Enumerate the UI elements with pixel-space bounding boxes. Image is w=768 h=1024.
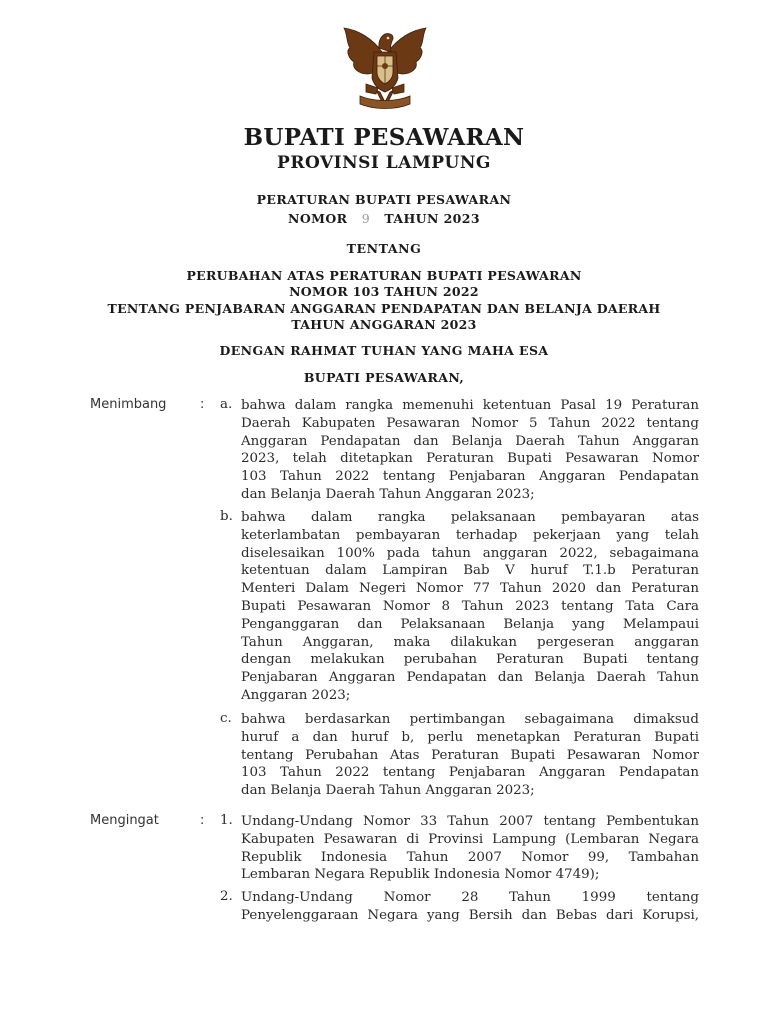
text-line: Bupati Pesawaran Nomor 8 Tahun 2023 tentang Tata Cara — [241, 598, 699, 614]
text-line: 103 Tahun 2022 tentang Penjabaran Anggaran Pendapatan — [241, 469, 699, 485]
text-line: dan Belanja Daerah Tahun Anggaran 2023; — [241, 486, 535, 502]
menimbang-item-b — [241, 509, 699, 705]
text-line: Penganggaran dan Pelaksanaan Belanja yang Melampaui — [241, 616, 699, 632]
authority-line: BUPATI PESAWARAN, — [303, 370, 465, 385]
menimbang-colon: : — [200, 397, 205, 412]
text-line: diselesaikan 100% pada tahun anggaran 2022, sebagaimana — [241, 545, 699, 561]
item-marker: b. — [220, 509, 233, 524]
text-line: Penjabaran Anggaran Pendapatan dan Belanja Daerah Tahun — [241, 670, 699, 686]
text-line: keterlambatan pembayaran terhadap pekerjaan yang telah — [241, 527, 699, 543]
text-line: dengan melakukan perubahan Peraturan Bupati tentang — [241, 652, 699, 668]
mengingat-colon: : — [200, 813, 205, 828]
menimbang-item-a — [241, 397, 699, 504]
regulation-number — [0, 211, 768, 226]
text-line: Tahun Anggaran, maka dilakukan pergeseran anggaran — [241, 634, 699, 650]
text-line: Daerah Kabupaten Pesawaran Nomor 5 Tahun 2022 tentang — [241, 415, 699, 431]
text-line: 103 Tahun 2022 tentang Penjabaran Anggaran Pendapatan — [241, 765, 699, 781]
regent-title: BUPATI PESAWARAN — [243, 124, 525, 151]
mengingat-item-1 — [241, 813, 699, 884]
number-prefix: NOMOR — [288, 211, 348, 226]
subject-block — [0, 268, 768, 334]
blessing-line: DENGAN RAHMAT TUHAN YANG MAHA ESA — [219, 343, 549, 358]
text-line: Anggaran 2023; — [241, 687, 351, 703]
text-line: 2023, telah ditetapkan Peraturan Bupati Pesawaran Nomor — [241, 451, 699, 467]
text-line: tentang Perubahan Atas Peraturan Bupati Pesawaran Nomor — [241, 747, 699, 763]
item-marker: a. — [220, 397, 233, 412]
number-suffix: TAHUN 2023 — [384, 211, 480, 226]
item-marker: c. — [220, 711, 232, 726]
mengingat-item-2 — [241, 889, 699, 925]
text-line: Undang-Undang Nomor 33 Tahun 2007 tentang Pembentukan — [241, 814, 699, 829]
text-line: Menteri Dalam Negeri Nomor 77 Tahun 2020 dan Peraturan — [241, 581, 699, 597]
subject-line: PERUBAHAN ATAS PERATURAN BUPATI PESAWARAN — [186, 268, 582, 283]
text-line: Kabupaten Pesawaran di Provinsi Lampung (Lembaran Negara — [241, 831, 699, 847]
text-line: Republik Indonesia Tahun 2007 Nomor 99, Tambahan — [241, 849, 699, 865]
item-marker: 1. — [220, 813, 233, 828]
province-title: PROVINSI LAMPUNG — [277, 153, 491, 173]
menimbang-label: Menimbang — [90, 397, 167, 412]
item-marker: 2. — [220, 889, 233, 904]
text-line: Penyelenggaraan Negara yang Bersih dan Bebas dari Korupsi, — [241, 907, 699, 923]
text-line: Undang-Undang Nomor 28 Tahun 1999 tentang — [241, 890, 699, 905]
about-heading: TENTANG — [346, 241, 422, 256]
text-line: bahwa dalam rangka pelaksanaan pembayaran atas — [241, 510, 699, 525]
text-line: Anggaran Pendapatan dan Belanja Daerah Tahun Anggaran — [241, 433, 699, 449]
menimbang-item-c — [241, 711, 699, 800]
mengingat-label: Mengingat — [90, 813, 159, 828]
garuda-emblem-icon — [338, 22, 432, 114]
regulation-type: PERATURAN BUPATI PESAWARAN — [256, 192, 512, 207]
subject-line: TENTANG PENJABARAN ANGGARAN PENDAPATAN DAN BELANJA DAERAH — [107, 300, 661, 316]
text-line: huruf a dan huruf b, perlu menetapkan Peraturan Bupati — [241, 729, 699, 745]
text-line: dan Belanja Daerah Tahun Anggaran 2023; — [241, 783, 535, 799]
subject-line: TAHUN ANGGARAN 2023 — [291, 317, 477, 333]
text-line: ketentuan dalam Lampiran Bab V huruf T.1.b Peraturan — [241, 563, 699, 579]
text-line: bahwa dalam rangka memenuhi ketentuan Pasal 19 Peraturan — [241, 398, 699, 413]
text-line: Lembaran Negara Republik Indonesia Nomor 4749); — [241, 867, 600, 883]
subject-line: NOMOR 103 TAHUN 2022 — [289, 284, 479, 300]
text-line: bahwa berdasarkan pertimbangan sebagaimana dimaksud — [241, 712, 699, 727]
number-value: 9 — [361, 211, 371, 226]
